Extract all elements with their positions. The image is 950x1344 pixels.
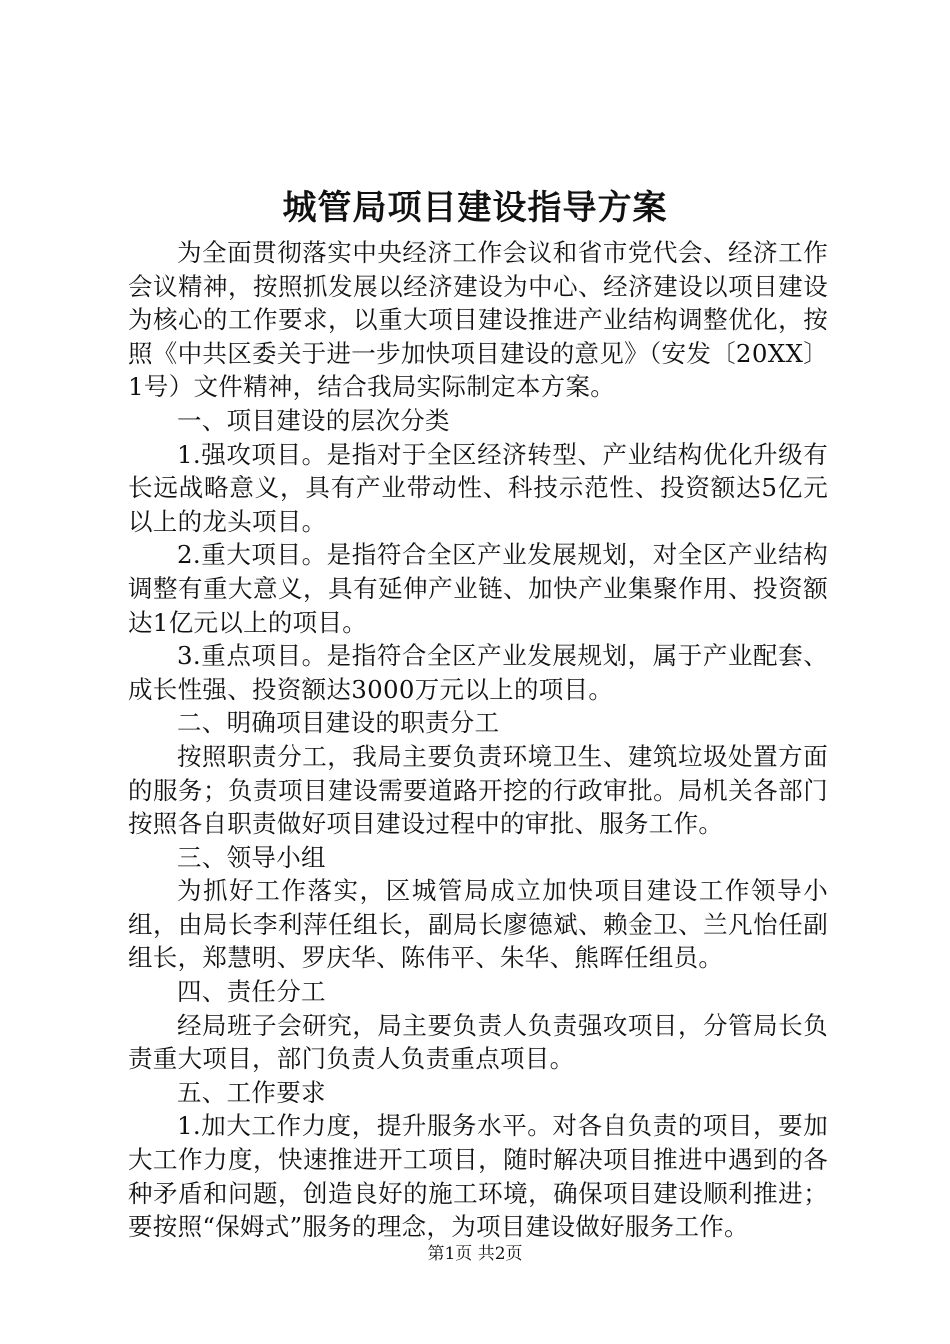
section-heading-2: 二、明确项目建设的职责分工 xyxy=(177,708,500,738)
intro-paragraph: 为全面贯彻落实中央经济工作会议和省市党代会、经济工作会议精神，按照抓发展以经济建设为中心、经济建设以项目建设为核心的工作要求，以重大项目建设推进产业结构调整优化，按照《中共区委关于进一步加快项目建设的意见》（安发〔20XX〕1号）文件精神，结合我局实际制定本方案。 xyxy=(128,238,828,402)
paragraph-responsibilities: 按照职责分工，我局主要负责环境卫生、建筑垃圾处置方面的服务；负责项目建设需要道路开挖的行政审批。局机关各部门按照各自职责做好项目建设过程中的审批、服务工作。 xyxy=(128,741,828,839)
paragraph-key-project: 3.重点项目。是指符合全区产业发展规划，属于产业配套、成长性强、投资额达3000万元以上的项目。 xyxy=(128,641,828,704)
document-title: 城管局项目建设指导方案 xyxy=(282,188,668,228)
page-footer: 第1页 共2页 xyxy=(427,1244,523,1264)
paragraph-work-requirements: 1.加大工作力度，提升服务水平。对各自负责的项目，要加大工作力度，快速推进开工项目，随时解决项目推进中遇到的各种矛盾和问题，创造良好的施工环境，确保项目建设顺利推进；要按照“保姆式”服务的理念，为项目建设做好服务工作。 xyxy=(128,1111,828,1242)
section-heading-4: 四、责任分工 xyxy=(177,977,326,1007)
paragraph-leadership-group: 为抓好工作落实，区城管局成立加快项目建设工作领导小组，由局长李利萍任组长，副局长廖德斌、赖金卫、兰凡怡任副组长，郑慧明、罗庆华、陈伟平、朱华、熊晖任组员。 xyxy=(128,876,828,973)
section-heading-3: 三、领导小组 xyxy=(177,842,326,872)
document-body xyxy=(128,236,828,1244)
paragraph-major-project: 2.重大项目。是指符合全区产业发展规划，对全区产业结构调整有重大意义，具有延伸产业链、加快产业集聚作用、投资额达1亿元以上的项目。 xyxy=(128,540,828,637)
paragraph-strong-project: 1.强攻项目。是指对于全区经济转型、产业结构优化升级有长远战略意义，具有产业带动性、科技示范性、投资额达5亿元以上的龙头项目。 xyxy=(128,439,829,536)
paragraph-division-of-duties: 经局班子会研究，局主要负责人负责强攻项目，分管局长负责重大项目，部门负责人负责重点项目。 xyxy=(128,1010,828,1074)
section-heading-5: 五、工作要求 xyxy=(177,1077,326,1107)
section-heading-1: 一、项目建设的层次分类 xyxy=(177,405,450,435)
